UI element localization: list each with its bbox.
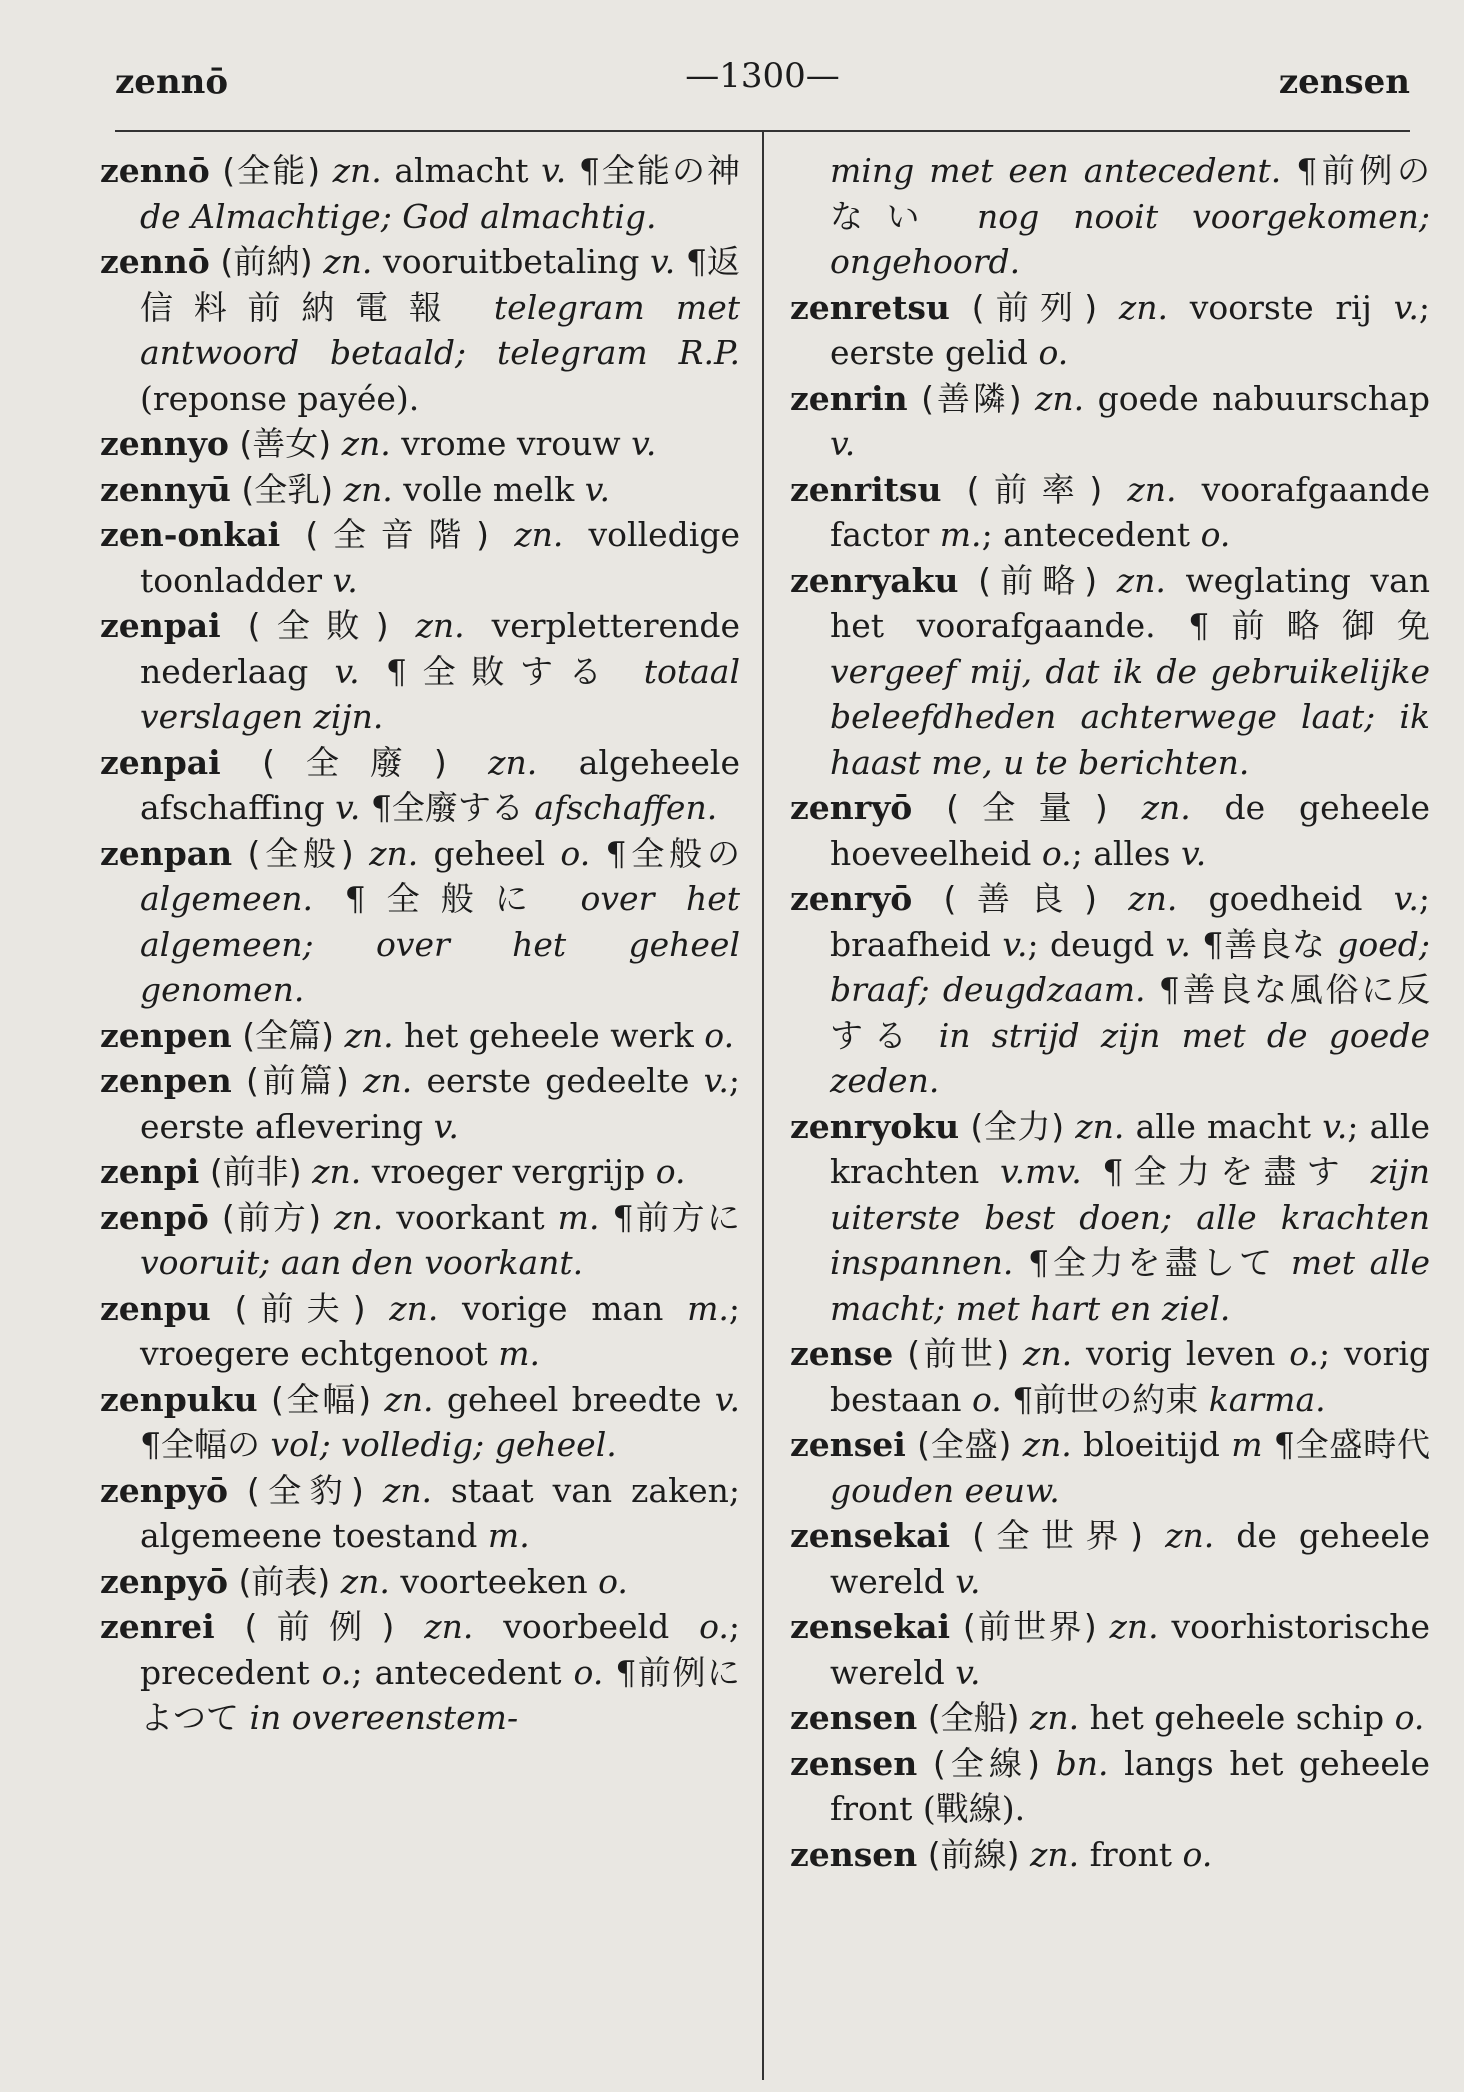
entry-text: ; antecedent (981, 515, 1201, 554)
entry-text: alle macht (1124, 1106, 1323, 1146)
entry-kanji: (前夫) (234, 1288, 366, 1328)
entry-text: eerste gedeelte (412, 1061, 704, 1100)
entry-kanji: (全敗) (247, 606, 389, 645)
entry-text: ¶前例のない (830, 151, 1430, 236)
dictionary-entry (100, 831, 740, 1013)
part-of-speech: zn. (332, 151, 382, 190)
part-of-speech: o. (699, 1607, 729, 1646)
part-of-speech: zn. (340, 1561, 390, 1601)
entry-text: verpletterende nederlaag (140, 606, 740, 691)
part-of-speech: zn. (363, 1061, 413, 1100)
entry-text: staat van zaken; algemeene toestand (140, 1470, 740, 1555)
entry-text: de geheele hoeveelheid (830, 788, 1430, 873)
dictionary-entry (790, 1104, 1430, 1332)
dictionary-entry (790, 1832, 1430, 1878)
entry-headword: zenritsu (790, 469, 942, 509)
part-of-speech: zn. (344, 1015, 394, 1055)
translation-italic: in strijd zijn met de goede zeden. (830, 1015, 1430, 1100)
dictionary-entry (790, 876, 1430, 1104)
entry-kanji: (前非) (209, 1152, 302, 1191)
dictionary-entry (790, 1331, 1430, 1422)
entry-kanji: (全能) (222, 151, 321, 190)
entry-headword: zenpyō (100, 1470, 228, 1510)
part-of-speech: v. (1393, 879, 1419, 918)
header-first-word: zennō (115, 62, 229, 102)
dictionary-entry (100, 421, 740, 467)
dictionary-entry (100, 1559, 740, 1605)
entry-text: almacht (381, 151, 542, 190)
part-of-speech: zn. (415, 606, 465, 645)
part-of-speech: m. (498, 1334, 540, 1373)
part-of-speech: o. (971, 1379, 1002, 1419)
part-of-speech: zn. (382, 1470, 432, 1510)
part-of-speech: bn. (1055, 1743, 1109, 1783)
entry-kanji: (前納) (220, 242, 313, 281)
part-of-speech: v. (830, 424, 856, 463)
part-of-speech: zn. (514, 515, 564, 554)
dictionary-entry (100, 1377, 740, 1468)
column-divider (762, 130, 764, 2080)
dictionary-entry (790, 1604, 1430, 1695)
translation-italic: zijn uiterste best doen; alle krachten inspannen. (830, 1152, 1430, 1282)
part-of-speech: o. (1182, 1834, 1213, 1874)
entry-text: geheel breedte (433, 1379, 715, 1419)
entry-kanji: (前篇) (246, 1061, 349, 1100)
dictionary-entry (100, 1058, 740, 1149)
part-of-speech: v. (332, 560, 358, 600)
entry-kanji: (前例) (244, 1607, 395, 1646)
entry-headword: zennyū (100, 469, 231, 509)
entry-text: geheel (418, 833, 561, 873)
part-of-speech: v.mv. (999, 1152, 1082, 1191)
entry-kanji: (全音階) (305, 515, 489, 554)
part-of-speech: zn. (1035, 378, 1085, 418)
part-of-speech: zn. (369, 833, 419, 873)
dictionary-entry (100, 148, 740, 239)
translation-italic: vooruit; aan den voorkant. (140, 1243, 584, 1282)
entry-text: ; alles (1071, 833, 1181, 873)
dictionary-entry (790, 148, 1430, 285)
part-of-speech: o. (1038, 333, 1069, 372)
part-of-speech: o. (655, 1152, 686, 1191)
entry-kanji: (全般) (247, 833, 354, 873)
part-of-speech: zn. (312, 1152, 362, 1191)
dictionary-entry (100, 1013, 740, 1059)
entry-text: volle melk (392, 469, 585, 509)
dictionary-entry (790, 558, 1430, 786)
entry-text: ¶前例によつて (140, 1652, 740, 1737)
part-of-speech: o. (573, 1652, 604, 1692)
entry-text: (reponse payée). (140, 378, 420, 418)
entry-headword: zensekai (790, 1607, 951, 1646)
header-last-word: zensen (1278, 62, 1410, 102)
entry-text: ¶全般に (312, 879, 581, 918)
entry-text: het geheele schip (1079, 1698, 1395, 1737)
part-of-speech: o. (1394, 1698, 1425, 1737)
entry-kanji: (全篇) (242, 1015, 335, 1055)
part-of-speech: m. (487, 1516, 530, 1555)
part-of-speech: v. (714, 1379, 740, 1419)
part-of-speech: v. (541, 151, 567, 190)
part-of-speech: zn. (384, 1379, 434, 1419)
entry-headword: zennyo (100, 424, 229, 463)
entry-text: weglating van het voorafgaande. ¶前略御免 (830, 560, 1430, 645)
entry-text: ¶全力を盡す (1081, 1152, 1371, 1191)
entry-text: ¶全般の (590, 833, 740, 873)
part-of-speech: zn. (1030, 1834, 1080, 1874)
part-of-speech: zn. (488, 742, 538, 782)
entry-text: ¶全能の神 (566, 151, 740, 190)
entry-text: ¶全廢する (360, 788, 535, 827)
translation-italic: in overeenstem- (249, 1698, 519, 1737)
entry-headword: zensekai (790, 1516, 951, 1555)
entry-headword: zenpai (100, 606, 221, 645)
part-of-speech: v. (955, 1652, 981, 1692)
entry-text: ; vroegere echtgenoot (140, 1288, 740, 1373)
entry-text: voorteeken (389, 1561, 599, 1601)
running-head (115, 52, 1410, 112)
entry-text: ¶前世の約束 (1001, 1379, 1209, 1419)
entry-kanji: (全力) (970, 1106, 1065, 1146)
entry-headword: zenryō (790, 879, 913, 918)
part-of-speech: zn. (1128, 879, 1178, 918)
part-of-speech: o. (598, 1561, 628, 1601)
part-of-speech: v. (433, 1106, 459, 1146)
translation-italic: nog nooit voorgekomen; ongehoord. (830, 196, 1430, 281)
part-of-speech: v. (631, 424, 657, 463)
entry-text: langs het geheele front (戰線). (830, 1743, 1431, 1828)
translation-italic: gouden eeuw. (830, 1470, 1060, 1510)
entry-kanji: (前方) (221, 1197, 322, 1237)
entry-kanji: (善隣) (921, 378, 1022, 418)
part-of-speech: o. (704, 1015, 735, 1055)
entry-text: voorste rij (1168, 287, 1394, 327)
dictionary-entry (100, 467, 740, 513)
part-of-speech: v. (1181, 833, 1207, 873)
entry-headword: zense (790, 1334, 894, 1373)
part-of-speech: m. (939, 515, 982, 554)
dictionary-entry (100, 1468, 740, 1559)
part-of-speech: v. (334, 651, 360, 691)
dictionary-entry (100, 512, 740, 603)
entry-text: ; alle krachten (830, 1106, 1430, 1191)
entry-text: de geheele wereld (830, 1516, 1430, 1601)
dictionary-entry (790, 1695, 1430, 1741)
translation-italic: totaal verslagen zijn. (140, 651, 740, 736)
part-of-speech: zn. (343, 469, 393, 509)
part-of-speech: zn. (424, 1607, 474, 1646)
part-of-speech: m (1231, 1425, 1263, 1464)
entry-text: vooruitbetaling (372, 242, 650, 281)
entry-text: ; eerste gelid (830, 287, 1430, 372)
part-of-speech: o. (1289, 1334, 1320, 1373)
translation-italic: met alle macht; met hart en ziel. (830, 1243, 1430, 1328)
translation-italic: ming met een antecedent. (830, 151, 1282, 190)
entry-kanji: (全廢) (262, 742, 447, 782)
dictionary-entry (100, 1604, 740, 1741)
entry-text: ¶全力を盡して (1013, 1243, 1291, 1282)
dictionary-entry (790, 376, 1430, 467)
part-of-speech: o. (1041, 833, 1072, 873)
part-of-speech: v. (955, 1561, 981, 1601)
dictionary-entry (100, 1195, 740, 1286)
entry-kanji: (全乳) (241, 469, 334, 509)
entry-text: vorige man (438, 1288, 688, 1328)
dictionary-entry (790, 467, 1430, 558)
entry-headword: zenpō (100, 1197, 209, 1237)
entry-text: voorbeeld (473, 1607, 700, 1646)
dictionary-entry (790, 285, 1430, 376)
dictionary-entry (790, 1422, 1430, 1513)
entry-text: vorig leven (1072, 1334, 1290, 1373)
part-of-speech: zn. (323, 242, 373, 281)
entry-headword: zenpan (100, 833, 233, 873)
entry-headword: zenretsu (790, 287, 950, 327)
entry-kanji: (前率) (966, 469, 1103, 509)
part-of-speech: o. (560, 833, 591, 873)
translation-italic: telegram met antwoord betaald; telegram R.P. (140, 287, 740, 372)
entry-headword: zensen (790, 1834, 918, 1874)
part-of-speech: zn. (1075, 1106, 1125, 1146)
entry-headword: zensen (790, 1698, 918, 1737)
translation-italic: vol; volledig; geheel. (270, 1425, 617, 1464)
part-of-speech: v. (650, 242, 676, 281)
part-of-speech: zn. (1109, 1607, 1159, 1646)
left-column (100, 148, 740, 1741)
translation-italic: karma. (1208, 1379, 1326, 1419)
entry-text: ; vorig bestaan (830, 1334, 1431, 1419)
entry-headword: zenryoku (790, 1106, 960, 1146)
entry-text: voorkant (383, 1197, 558, 1237)
part-of-speech: v. (703, 1061, 729, 1100)
dictionary-entry (790, 1741, 1430, 1832)
part-of-speech: v. (1322, 1106, 1348, 1146)
part-of-speech: zn. (1030, 1698, 1080, 1737)
entry-headword: zennō (100, 151, 210, 190)
entry-headword: zenrin (790, 378, 908, 418)
entry-headword: zenryō (790, 788, 913, 827)
part-of-speech: m. (557, 1197, 600, 1237)
part-of-speech: v. (1165, 924, 1191, 964)
entry-text: bloeitijd (1071, 1425, 1232, 1464)
dictionary-entry (100, 603, 740, 740)
dictionary-entry (100, 239, 740, 421)
part-of-speech: zn. (1118, 287, 1169, 327)
entry-kanji: (善良) (943, 879, 1098, 918)
entry-text: ; deugd (1027, 924, 1166, 964)
part-of-speech: zn. (1127, 469, 1177, 509)
part-of-speech: zn. (1165, 1516, 1215, 1555)
entry-headword: zen-onkai (100, 515, 281, 554)
entry-kanji: (全盛) (917, 1425, 1012, 1464)
dictionary-entry (790, 1513, 1430, 1604)
entry-text: ¶善良な風俗に反する (830, 970, 1430, 1055)
part-of-speech: v. (1393, 287, 1419, 327)
entry-headword: zensen (790, 1743, 918, 1783)
entry-headword: zennō (100, 242, 210, 281)
dictionary-entry (790, 785, 1430, 876)
entry-text: het geheele werk (393, 1015, 705, 1055)
dictionary-entry (100, 740, 740, 831)
entry-headword: zenrei (100, 1607, 215, 1646)
part-of-speech: m. (687, 1288, 729, 1328)
part-of-speech: zn. (334, 1197, 384, 1237)
entry-headword: zenryaku (790, 560, 959, 600)
entry-text: ¶前方に (599, 1197, 740, 1237)
part-of-speech: v. (1002, 924, 1028, 964)
translation-italic: afschaffen. (534, 788, 718, 827)
entry-kanji: (全量) (946, 788, 1108, 827)
entry-kanji: (前列) (971, 287, 1098, 327)
part-of-speech: v. (584, 469, 610, 509)
translation-italic: vergeef mij, dat ik de gebruikelijke beleefdheden achterwege laat; ik haast me, u te berichten. (830, 651, 1430, 782)
entry-kanji: (前世界) (962, 1607, 1097, 1646)
part-of-speech: o. (1200, 515, 1231, 554)
entry-text: ¶全幅の (140, 1425, 271, 1464)
entry-kanji: (全船) (927, 1698, 1020, 1737)
entry-headword: zenpyō (100, 1561, 228, 1601)
entry-text: algeheele afschaffing (140, 742, 740, 827)
entry-headword: zenpu (100, 1288, 211, 1328)
dictionary-entry (100, 1149, 740, 1195)
entry-text: goedheid (1177, 879, 1394, 918)
entry-text: ¶善良な (1190, 924, 1338, 964)
entry-kanji: (全豹) (246, 1470, 364, 1510)
part-of-speech: zn. (341, 424, 391, 463)
entry-text: ; eerste aflevering (140, 1061, 740, 1146)
entry-headword: zenpuku (100, 1379, 258, 1419)
translation-italic: de Almachtige; God almachtig. (140, 196, 657, 236)
entry-kanji: (全線) (932, 1743, 1041, 1783)
page-number: —1300— (685, 56, 840, 96)
entry-text: vroeger vergrijp (361, 1152, 656, 1191)
translation-italic: algemeen. (140, 879, 313, 918)
entry-text: ¶返信料前納電報 (140, 242, 741, 327)
entry-text: ; precedent (140, 1607, 740, 1692)
entry-headword: zenpi (100, 1152, 200, 1191)
part-of-speech: zn. (1023, 1334, 1073, 1373)
part-of-speech: zn. (1141, 788, 1191, 827)
part-of-speech: zn. (1022, 1425, 1072, 1464)
part-of-speech: zn. (1116, 560, 1166, 600)
entry-kanji: (前表) (238, 1561, 331, 1601)
entry-text: voorhistorische wereld (830, 1607, 1430, 1692)
entry-headword: zenpai (100, 742, 221, 782)
entry-headword: zenpen (100, 1061, 232, 1100)
entry-text: voorafgaande factor (830, 469, 1431, 554)
entry-text: ; antecedent (351, 1652, 574, 1692)
entry-kanji: (全世界) (972, 1516, 1144, 1555)
entry-kanji: (善女) (239, 424, 332, 463)
entry-text: front (1079, 1834, 1183, 1874)
translation-italic: over het algemeen; over het geheel genomen. (140, 879, 740, 1009)
part-of-speech: o. (321, 1652, 352, 1692)
entry-text: goede nabuurschap (1084, 378, 1430, 418)
entry-text: ; braafheid (830, 879, 1431, 964)
translation-italic: goed; braaf; deugdzaam. (830, 924, 1430, 1009)
entry-kanji: (前線) (927, 1834, 1020, 1874)
entry-kanji: (全幅) (270, 1379, 372, 1419)
dictionary-entry (100, 1286, 740, 1377)
entry-text: vrome vrouw (390, 424, 632, 463)
part-of-speech: v. (335, 788, 361, 827)
entry-kanji: (前世) (907, 1334, 1010, 1373)
right-column (790, 148, 1430, 1877)
entry-text: ¶全盛時代 (1262, 1425, 1431, 1464)
entry-headword: zensei (790, 1425, 906, 1464)
part-of-speech: zn. (389, 1288, 439, 1328)
entry-headword: zenpen (100, 1015, 232, 1055)
entry-text: volledige toonladder (140, 515, 740, 600)
entry-text: ¶全敗する (359, 651, 644, 691)
entry-kanji: (前略) (978, 560, 1098, 600)
